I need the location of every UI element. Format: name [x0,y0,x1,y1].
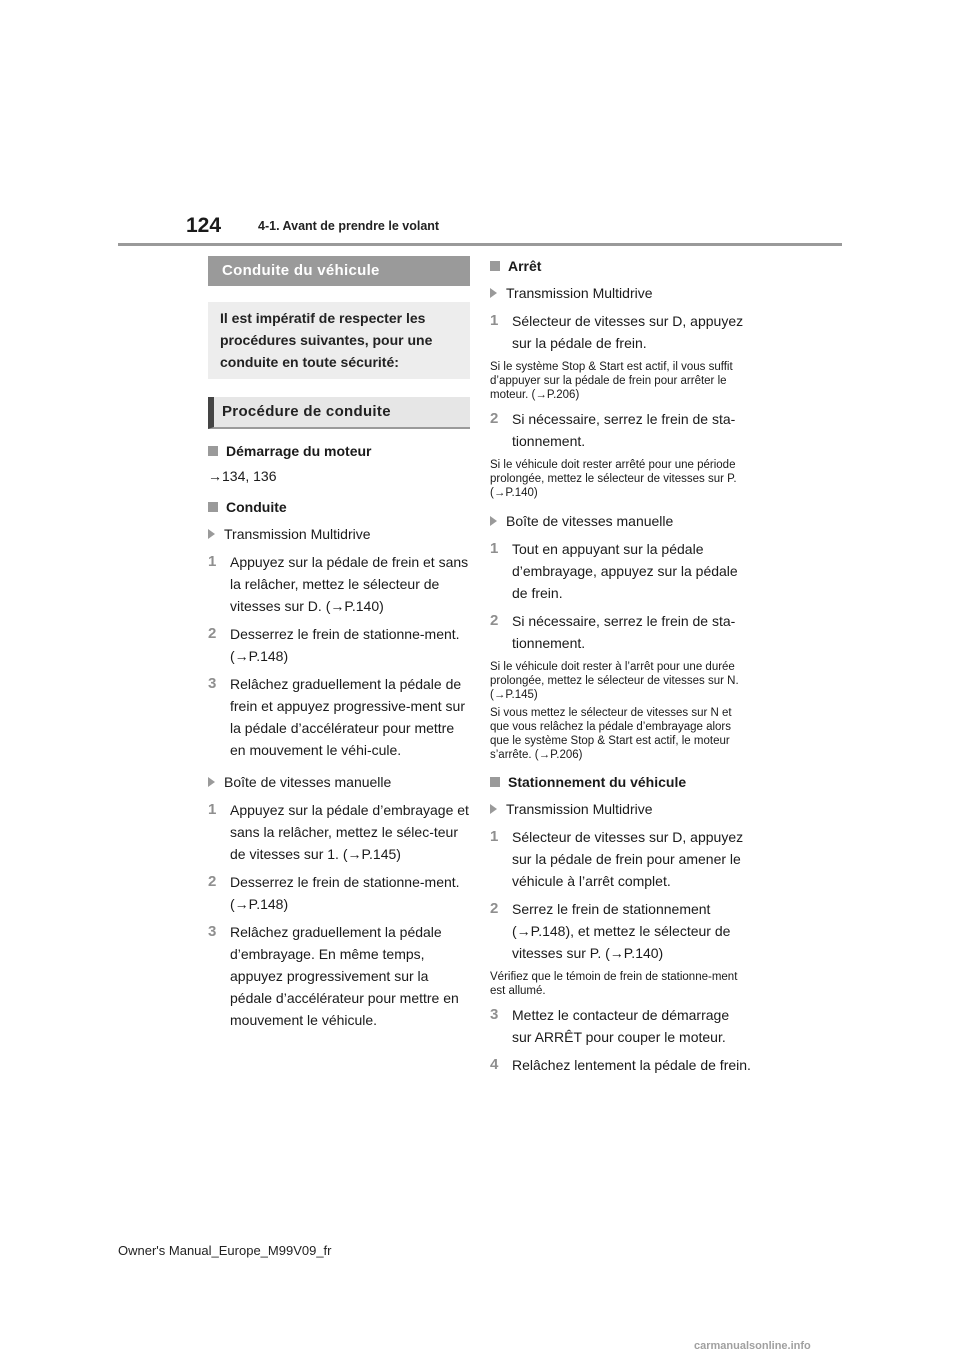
note-text: Si vous mettez le sélecteur de vitesses sur N et que vous relâchez la pédale d’embrayage alors que le système Stop & Start est actif, le moteur s’arrête. (→P.206) [490,707,732,761]
page-number: 124 [186,214,222,237]
procedure-title-bar: Procédure de conduite [208,397,470,429]
intro-box: Il est impératif de respecter les procédures suivantes, pour une conduite en toute sécurité: [208,302,470,379]
watermark: carmanualsonline.info [694,1340,811,1352]
step-item: 2 Si nécessaire, serrez le frein de sta-tionnement. [490,612,736,651]
section-title-bar: Conduite du véhicule [208,256,470,286]
park-multidrive-label: Transmission Multidrive [490,798,752,820]
triangle-bullet-icon [208,529,215,539]
square-bullet-icon [490,777,500,787]
left-column [208,256,470,1031]
note-text: Si le véhicule doit rester à l’arrêt pour une durée prolongée, mettez le sélecteur de vitesses sur N. (→P.145) [490,661,739,701]
step-item: 1 Sélecteur de vitesses sur D, appuyez sur la pédale de frein pour amener le véhicule à l’arrêt complet. [490,828,744,889]
parking-heading: Stationnement du véhicule [490,772,752,792]
step-item: 2 Desserrez le frein de stationne-ment. (→P.148) [208,625,460,664]
step-item: 2 Serrez le frein de stationnement (→P.148), et mettez le sélecteur de vitesses sur P. (→P.140) [490,900,731,961]
stop-multidrive-label: Transmission Multidrive [490,282,752,304]
section-reference: 4-1. Avant de prendre le volant [258,219,440,233]
manual-label: Boîte de vitesses manuelle [208,771,470,793]
footer-text: Owner's Manual_Europe_M99V09_fr [118,1243,332,1258]
stop-manual-label: Boîte de vitesses manuelle [490,510,752,532]
drive-heading: Conduite [208,497,470,517]
start-heading: Démarrage du moteur [208,441,470,461]
step-item: 1 Appuyez sur la pédale d’embrayage et sans la relâcher, mettez le sélec-teur de vitesses sur 1. (→P.145) [208,801,469,862]
stop-heading: Arrêt [490,256,752,276]
note-text: Vérifiez que le témoin de frein de stationne-ment est allumé. [490,971,738,997]
step-item: 4 Relâchez lentement la pédale de frein. [490,1056,751,1073]
step-item: 3 Relâchez graduellement la pédale d’embrayage. En même temps, appuyez progressivement sur la pédale d’accélérateur pour mettre en mouvement le véhicule. [208,923,459,1028]
triangle-bullet-icon [490,288,497,298]
triangle-bullet-icon [490,804,497,814]
step-item: 3 Mettez le contacteur de démarrage sur ARRÊT pour couper le moteur. [490,1006,730,1045]
right-column [490,256,752,1076]
note-text: Si le système Stop & Start est actif, il vous suffit d’appuyer sur la pédale de frein pour arrêter le moteur. (→P.206) [490,361,733,401]
multidrive-label: Transmission Multidrive [208,523,470,545]
step-item: 1 Tout en appuyant sur la pédale d’embrayage, appuyez sur la pédale de frein. [490,540,738,601]
triangle-bullet-icon [490,516,497,526]
square-bullet-icon [490,261,500,271]
start-reference: →134, 136 [208,468,277,484]
triangle-bullet-icon [208,777,215,787]
step-item: 3 Relâchez graduellement la pédale de frein et appuyez progressive-ment sur la pédale d’accélérateur pour mettre en mouvement le véhi-cule. [208,675,465,758]
note-text: Si le véhicule doit rester arrêté pour une période prolongée, mettez le sélecteur de vitesses sur P. (→P.140) [490,459,737,499]
step-item: 2 Si nécessaire, serrez le frein de sta-tionnement. [490,410,736,449]
step-item: 2 Desserrez le frein de stationne-ment. (→P.148) [208,873,460,912]
header-rule [118,243,842,246]
square-bullet-icon [208,502,218,512]
step-item: 1 Sélecteur de vitesses sur D, appuyez sur la pédale de frein. [490,312,744,351]
step-item: 1 Appuyez sur la pédale de frein et sans la relâcher, mettez le sélecteur de vitesses sur D. (→P.140) [208,553,469,614]
square-bullet-icon [208,446,218,456]
